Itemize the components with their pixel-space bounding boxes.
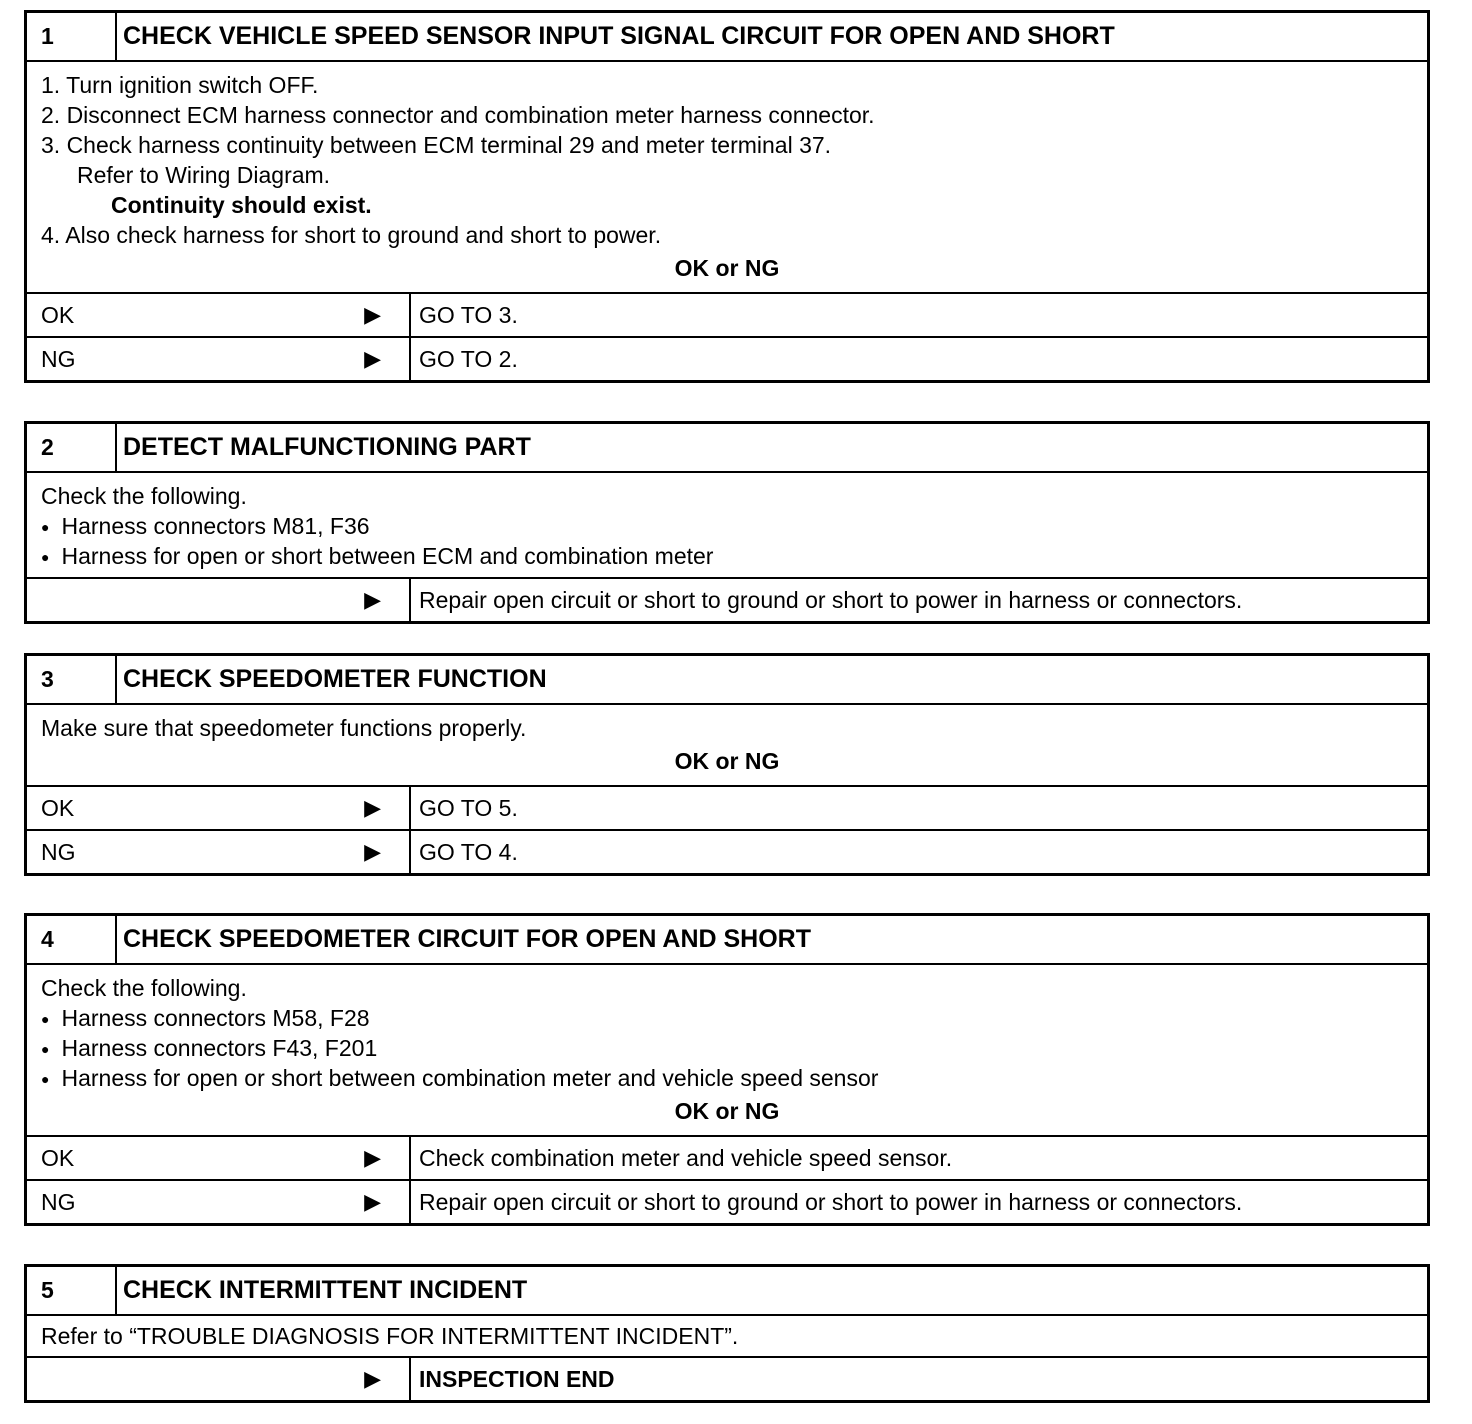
result-action: GO TO 4. (419, 838, 518, 865)
arrow-right-icon: ▶ (364, 302, 381, 327)
arrow-right-icon: ▶ (364, 1189, 381, 1214)
bullet-item: ● Harness connectors F43, F201 (41, 1033, 1413, 1063)
step-number: 4 (27, 916, 117, 963)
result-action: GO TO 3. (419, 301, 518, 328)
specification-line: Continuity should exist. (111, 192, 372, 218)
step-5-box (24, 1264, 1430, 1403)
ok-or-ng-label: OK or NG (674, 748, 780, 774)
step-2-box (24, 421, 1430, 624)
result-label: NG (41, 838, 76, 865)
step-title: CHECK SPEEDOMETER CIRCUIT FOR OPEN AND SHORT (123, 925, 812, 953)
result-row-ng (27, 829, 1427, 873)
step-3-header (27, 656, 1427, 705)
instruction-line: Refer to “TROUBLE DIAGNOSIS FOR INTERMITTENT INCIDENT”. (41, 1323, 739, 1349)
ok-or-ng-label: OK or NG (674, 1098, 780, 1124)
instruction-line: Refer to Wiring Diagram. (77, 162, 331, 188)
arrow-right-icon: ▶ (364, 795, 381, 820)
step-4-header (27, 916, 1427, 965)
result-action: GO TO 2. (419, 345, 518, 372)
bullet-item: ● Harness for open or short between combination meter and vehicle speed sensor (41, 1063, 1413, 1093)
arrow-right-icon: ▶ (364, 1366, 381, 1391)
step-2-body (27, 473, 1427, 577)
arrow-right-icon: ▶ (364, 839, 381, 864)
step-number: 5 (27, 1267, 117, 1314)
result-row-ok (27, 1135, 1427, 1179)
step-title: DETECT MALFUNCTIONING PART (123, 433, 531, 461)
result-label: OK (41, 301, 75, 328)
step-title: CHECK VEHICLE SPEED SENSOR INPUT SIGNAL CIRCUIT FOR OPEN AND SHORT (123, 22, 1115, 50)
result-action: Check combination meter and vehicle speed sensor. (419, 1144, 953, 1171)
instruction-line: 4. Also check harness for short to ground and short to power. (41, 222, 662, 248)
step-number: 1 (27, 13, 117, 60)
result-row-ok (27, 292, 1427, 336)
instruction-line: 1. Turn ignition switch OFF. (41, 72, 319, 98)
arrow-right-icon: ▶ (364, 346, 381, 371)
bullet-item: ● Harness connectors M81, F36 (41, 511, 1413, 541)
step-3-body (27, 705, 1427, 785)
result-label: OK (41, 1144, 75, 1171)
step-title: CHECK SPEEDOMETER FUNCTION (123, 665, 547, 693)
arrow-right-icon: ▶ (364, 587, 381, 612)
result-row (27, 577, 1427, 621)
step-5-body (27, 1316, 1427, 1356)
result-label: NG (41, 345, 76, 372)
step-number: 3 (27, 656, 117, 703)
instruction-line: Check the following. (41, 483, 247, 509)
instruction-line: Check the following. (41, 975, 247, 1001)
step-5-header (27, 1267, 1427, 1316)
result-action: Repair open circuit or short to ground or short to power in harness or connectors. (419, 1188, 1243, 1215)
step-title: CHECK INTERMITTENT INCIDENT (123, 1276, 528, 1304)
step-3-box (24, 653, 1430, 876)
result-label: OK (41, 794, 75, 821)
step-2-header (27, 424, 1427, 473)
ok-or-ng-label: OK or NG (674, 255, 780, 281)
result-label: NG (41, 1188, 76, 1215)
result-action: GO TO 5. (419, 794, 518, 821)
result-action: INSPECTION END (419, 1365, 615, 1392)
step-number: 2 (27, 424, 117, 471)
step-1-body (27, 62, 1427, 292)
result-row-ok (27, 785, 1427, 829)
result-row-ng (27, 336, 1427, 380)
result-row (27, 1356, 1427, 1400)
bullet-item: ● Harness connectors M58, F28 (41, 1003, 1413, 1033)
instruction-line: 2. Disconnect ECM harness connector and combination meter harness connector. (41, 102, 875, 128)
step-1-header (27, 13, 1427, 62)
bullet-item: ● Harness for open or short between ECM and combination meter (41, 541, 1413, 571)
instruction-line: 3. Check harness continuity between ECM terminal 29 and meter terminal 37. (41, 132, 832, 158)
step-4-body (27, 965, 1427, 1135)
result-row-ng (27, 1179, 1427, 1223)
step-4-box (24, 913, 1430, 1226)
result-action: Repair open circuit or short to ground or short to power in harness or connectors. (419, 586, 1243, 613)
instruction-line: Make sure that speedometer functions properly. (41, 715, 527, 741)
arrow-right-icon: ▶ (364, 1145, 381, 1170)
step-1-box (24, 10, 1430, 383)
